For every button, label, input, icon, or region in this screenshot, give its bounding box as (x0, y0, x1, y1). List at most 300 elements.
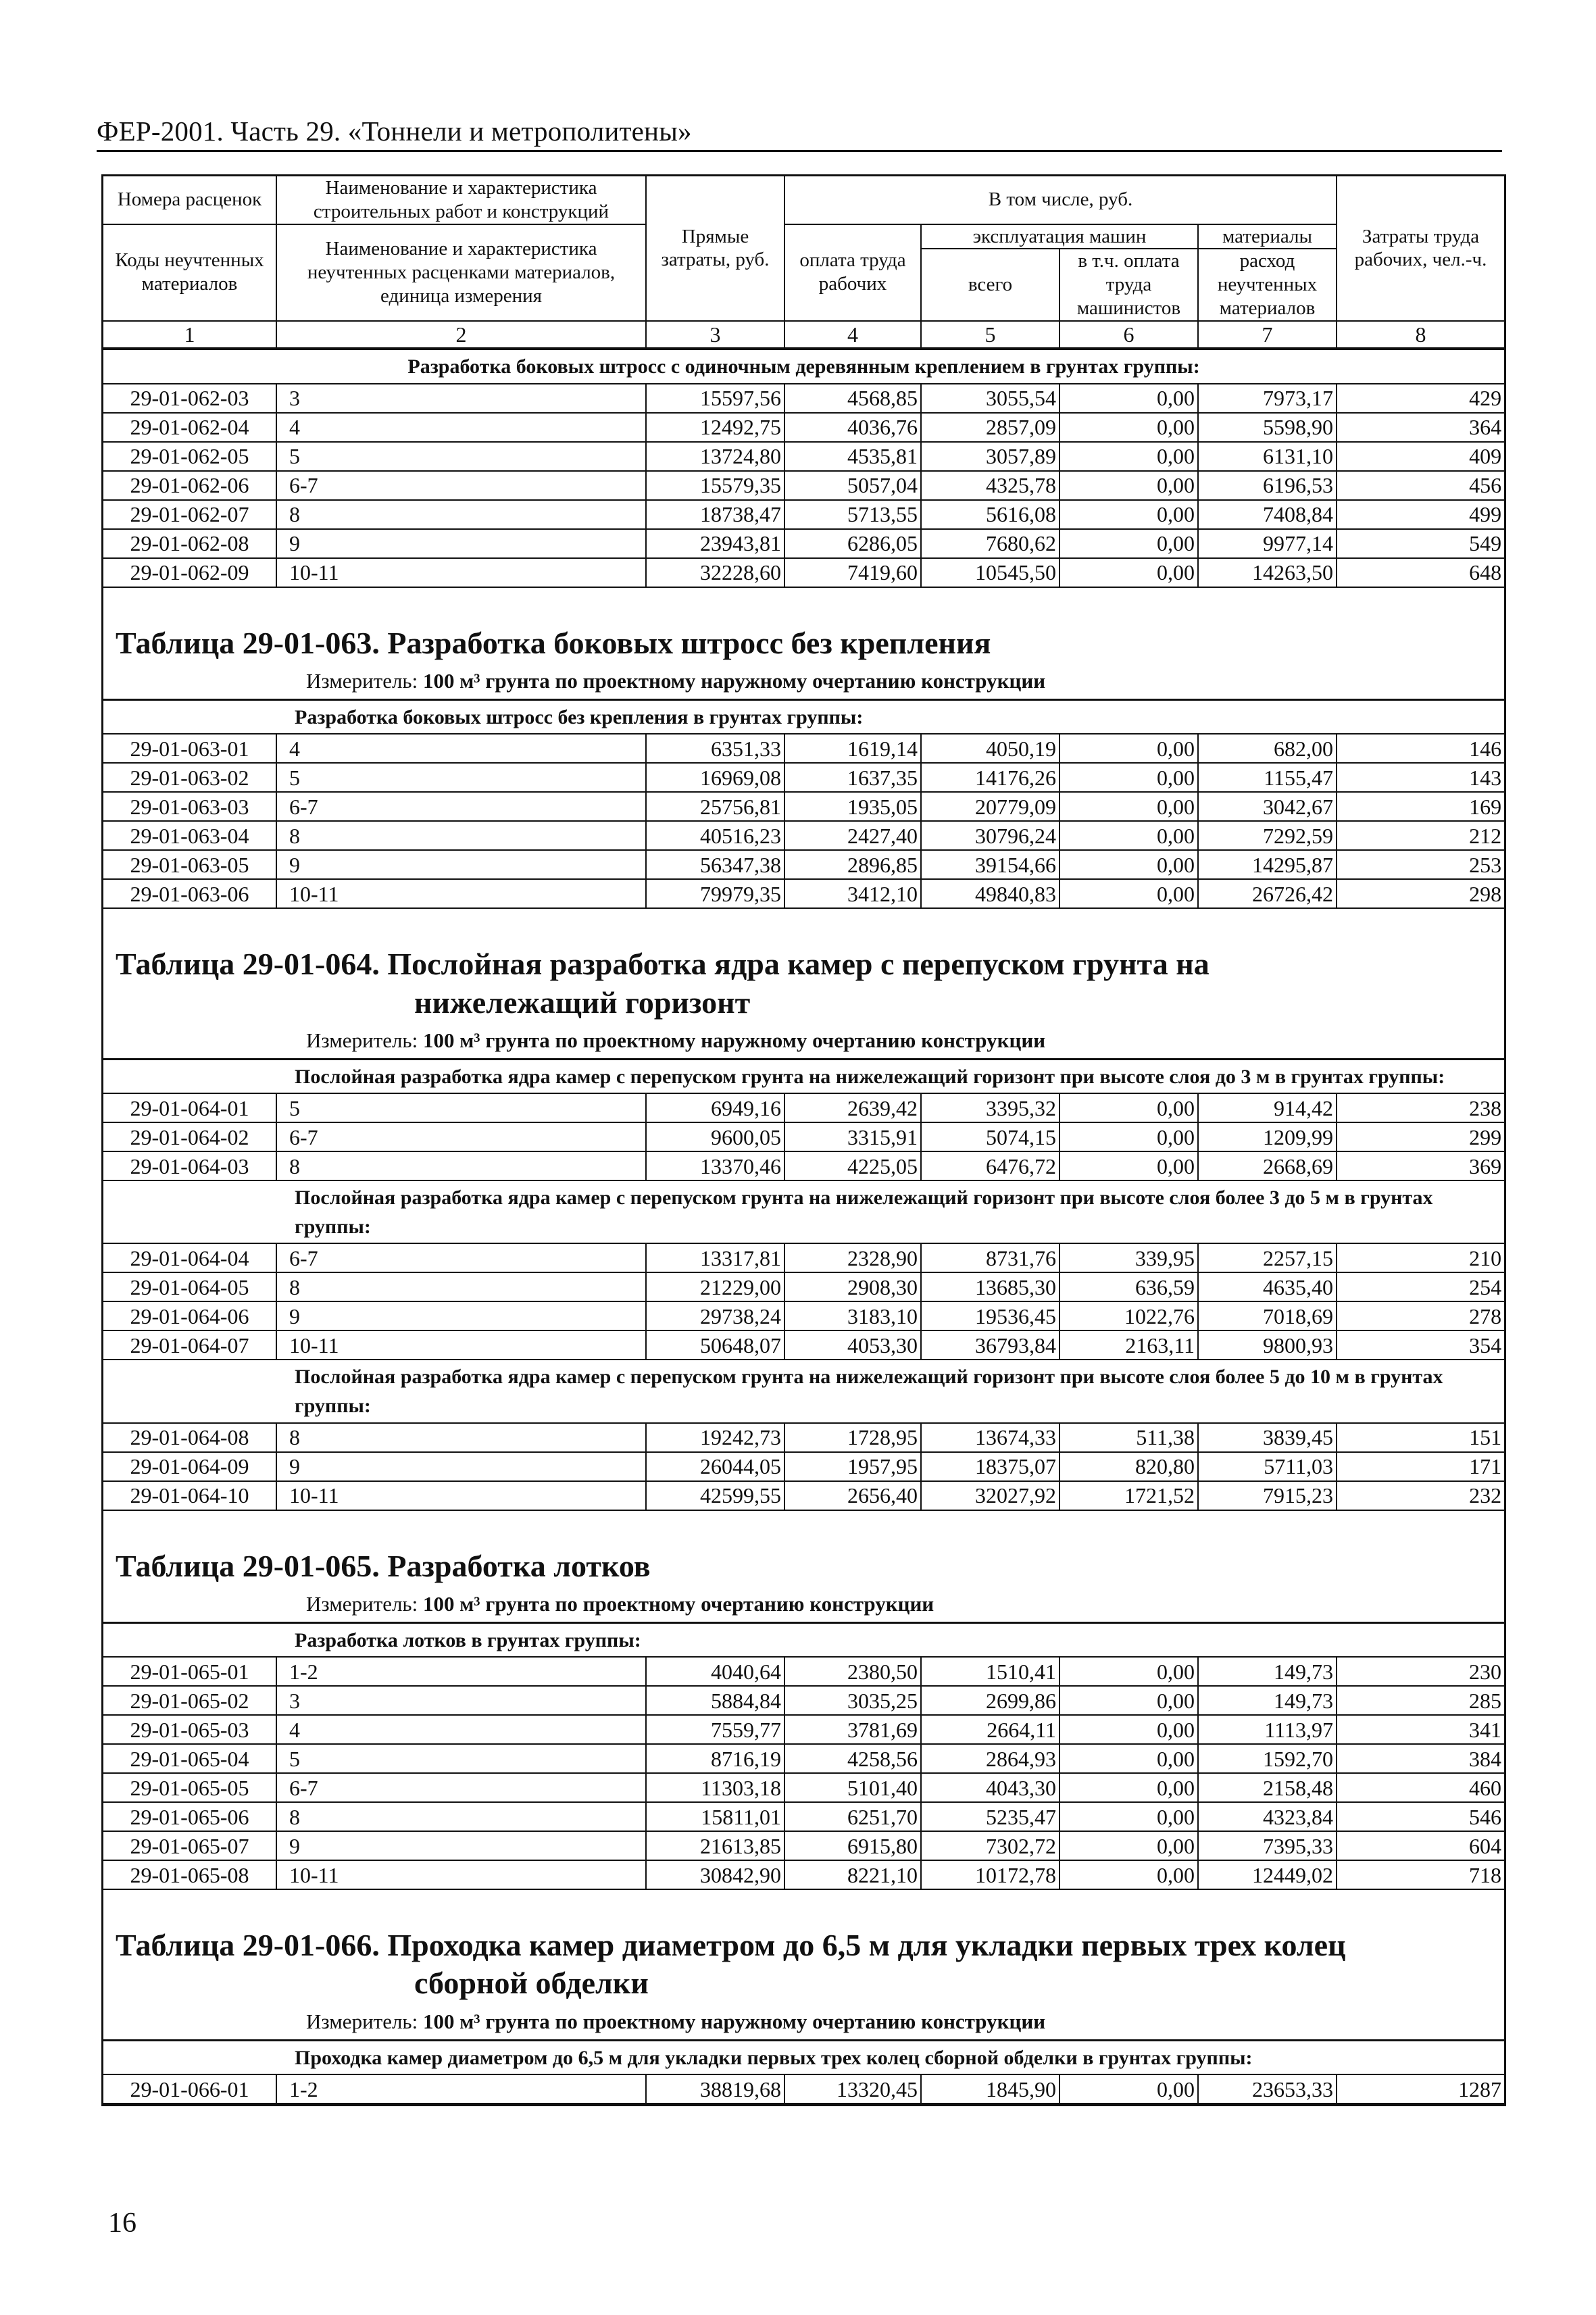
labor-hours: 299 (1337, 1122, 1504, 1151)
spacer (103, 1511, 1504, 1534)
column-number: 3 (646, 321, 784, 348)
rates-table (103, 349, 1504, 588)
spacer (103, 1890, 1504, 1913)
table-title (116, 1547, 1504, 1585)
worker-pay: 3035,25 (784, 1686, 921, 1715)
operator-pay: 0,00 (1059, 1802, 1198, 1831)
soil-group: 6-7 (276, 1243, 646, 1272)
soil-group: 6-7 (276, 471, 646, 500)
unit-of-measure (116, 2003, 1504, 2039)
rate-table-29-01-066 (103, 1890, 1504, 2104)
direct-costs: 19242,73 (646, 1423, 784, 1452)
material-consumption: 5598,90 (1198, 413, 1337, 442)
worker-pay: 4225,05 (784, 1151, 921, 1180)
worker-pay: 4258,56 (784, 1744, 921, 1773)
soil-group: 9 (276, 850, 646, 879)
machines-total: 19536,45 (921, 1301, 1059, 1330)
unit-value: 100 м³ грунта по проектному наружному очертанию конструкции (422, 1028, 1046, 1052)
labor-hours: 285 (1337, 1686, 1504, 1715)
operator-pay: 820,80 (1059, 1452, 1198, 1481)
machines-total: 30796,24 (921, 821, 1059, 850)
table-title-block (103, 1913, 1504, 2039)
rate-code: 29-01-065-01 (103, 1657, 276, 1686)
machines-total: 3395,32 (921, 1093, 1059, 1122)
rate-code: 29-01-065-02 (103, 1686, 276, 1715)
machines-total: 1510,41 (921, 1657, 1059, 1686)
operator-pay: 636,59 (1059, 1272, 1198, 1301)
direct-costs: 42599,55 (646, 1481, 784, 1510)
material-consumption: 7973,17 (1198, 384, 1337, 413)
unit-value: 100 м³ грунта по проектному наружному очертанию конструкции (422, 2009, 1046, 2033)
worker-pay: 1637,35 (784, 763, 921, 792)
operator-pay: 0,00 (1059, 442, 1198, 471)
operator-pay: 0,00 (1059, 529, 1198, 558)
labor-hours: 341 (1337, 1715, 1504, 1744)
rate-code: 29-01-063-02 (103, 763, 276, 792)
rate-code: 29-01-064-10 (103, 1481, 276, 1510)
worker-pay: 4053,30 (784, 1330, 921, 1360)
direct-costs: 9600,05 (646, 1122, 784, 1151)
labor-hours: 364 (1337, 413, 1504, 442)
table-title (116, 624, 1504, 662)
worker-pay: 8221,10 (784, 1860, 921, 1889)
soil-group: 10-11 (276, 558, 646, 587)
table-row (103, 1093, 1504, 1122)
rate-table-29-01-062 (103, 349, 1504, 588)
table-row (103, 529, 1504, 558)
material-consumption: 1113,97 (1198, 1715, 1337, 1744)
operator-pay: 511,38 (1059, 1423, 1198, 1452)
labor-hours: 230 (1337, 1657, 1504, 1686)
operator-pay: 0,00 (1059, 1151, 1198, 1180)
labor-hours: 1287 (1337, 2074, 1504, 2104)
section-heading: Послойная разработка ядра камер с перепуском грунта на нижележащий горизонт при высоте слоя более 3 до 5 м в грунтах группы: (103, 1180, 1504, 1243)
table-row (103, 879, 1504, 908)
rate-code: 29-01-062-03 (103, 384, 276, 413)
direct-costs: 25756,81 (646, 792, 784, 821)
direct-costs: 13724,80 (646, 442, 784, 471)
table-row (103, 1715, 1504, 1744)
table-row (103, 1122, 1504, 1151)
labor-hours: 169 (1337, 792, 1504, 821)
direct-costs: 18738,47 (646, 500, 784, 529)
labor-hours: 409 (1337, 442, 1504, 471)
worker-pay: 3781,69 (784, 1715, 921, 1744)
table-title-line: Таблица 29-01-066. Проходка камер диаметром до 6,5 м для укладки первых трех колец (116, 1928, 1346, 1963)
table-row (103, 442, 1504, 471)
rate-code: 29-01-065-04 (103, 1744, 276, 1773)
worker-pay: 1935,05 (784, 792, 921, 821)
labor-hours: 232 (1337, 1481, 1504, 1510)
labor-hours: 718 (1337, 1860, 1504, 1889)
rate-code: 29-01-063-05 (103, 850, 276, 879)
soil-group: 4 (276, 734, 646, 763)
table-row (103, 2074, 1504, 2104)
table-row (103, 500, 1504, 529)
rates-table (103, 1058, 1504, 1511)
table-title-block (103, 1534, 1504, 1622)
operator-pay: 0,00 (1059, 821, 1198, 850)
table-row (103, 1773, 1504, 1802)
material-consumption: 149,73 (1198, 1686, 1337, 1715)
labor-hours: 143 (1337, 763, 1504, 792)
table-row (103, 1330, 1504, 1360)
direct-costs: 29738,24 (646, 1301, 784, 1330)
column-number: 6 (1059, 321, 1198, 348)
operator-pay: 0,00 (1059, 763, 1198, 792)
soil-group: 8 (276, 1272, 646, 1301)
material-consumption: 682,00 (1198, 734, 1337, 763)
table-title-block (103, 611, 1504, 699)
soil-group: 4 (276, 413, 646, 442)
header-material-names: Наименование и характеристика неучтенных расценками материалов, единица измерения (276, 224, 646, 321)
labor-hours: 210 (1337, 1243, 1504, 1272)
table-row (103, 384, 1504, 413)
soil-group: 3 (276, 1686, 646, 1715)
labor-hours: 171 (1337, 1452, 1504, 1481)
labor-hours: 254 (1337, 1272, 1504, 1301)
soil-group: 9 (276, 1301, 646, 1330)
direct-costs: 4040,64 (646, 1657, 784, 1686)
rate-code: 29-01-064-01 (103, 1093, 276, 1122)
worker-pay: 3183,10 (784, 1301, 921, 1330)
soil-group: 8 (276, 1423, 646, 1452)
operator-pay: 2163,11 (1059, 1330, 1198, 1360)
unit-of-measure (116, 662, 1504, 699)
labor-hours: 648 (1337, 558, 1504, 587)
table-title (116, 1926, 1504, 2002)
table-row (103, 1744, 1504, 1773)
direct-costs: 7559,77 (646, 1715, 784, 1744)
material-consumption: 9977,14 (1198, 529, 1337, 558)
machines-total: 36793,84 (921, 1330, 1059, 1360)
labor-hours: 499 (1337, 500, 1504, 529)
section-heading-row (103, 1622, 1504, 1657)
table-row (103, 1243, 1504, 1272)
material-consumption: 4323,84 (1198, 1802, 1337, 1831)
rate-code: 29-01-062-06 (103, 471, 276, 500)
unit-label: Измеритель: (306, 1028, 418, 1052)
machines-total: 1845,90 (921, 2074, 1059, 2104)
rate-tables (103, 349, 1504, 2104)
worker-pay: 7419,60 (784, 558, 921, 587)
header-machines-total: всего (921, 249, 1059, 320)
direct-costs: 21229,00 (646, 1272, 784, 1301)
direct-costs: 38819,68 (646, 2074, 784, 2104)
header-worker-pay: оплата труда рабочих (784, 224, 921, 321)
machines-total: 20779,09 (921, 792, 1059, 821)
unit-label: Измеритель: (306, 1591, 418, 1616)
direct-costs: 5884,84 (646, 1686, 784, 1715)
table-row (103, 1151, 1504, 1180)
table-title-line: Таблица 29-01-064. Послойная разработка ядра камер с перепуском грунта на (116, 947, 1210, 982)
direct-costs: 26044,05 (646, 1452, 784, 1481)
worker-pay: 5101,40 (784, 1773, 921, 1802)
machines-total: 5616,08 (921, 500, 1059, 529)
rate-code: 29-01-064-09 (103, 1452, 276, 1481)
machines-total: 4325,78 (921, 471, 1059, 500)
direct-costs: 6351,33 (646, 734, 784, 763)
section-heading-row (103, 2040, 1504, 2074)
soil-group: 10-11 (276, 1860, 646, 1889)
header-including: В том числе, руб. (784, 176, 1337, 224)
rate-code: 29-01-062-05 (103, 442, 276, 471)
worker-pay: 1957,95 (784, 1452, 921, 1481)
table-row (103, 850, 1504, 879)
soil-group: 5 (276, 442, 646, 471)
worker-pay: 6915,80 (784, 1831, 921, 1860)
header-labor-hours: Затраты труда рабочих, чел.-ч. (1337, 176, 1504, 321)
material-consumption: 9800,93 (1198, 1330, 1337, 1360)
operator-pay: 1022,76 (1059, 1301, 1198, 1330)
material-consumption: 7408,84 (1198, 500, 1337, 529)
rate-code: 29-01-064-05 (103, 1272, 276, 1301)
column-number-row (103, 321, 1504, 348)
direct-costs: 56347,38 (646, 850, 784, 879)
soil-group: 5 (276, 1744, 646, 1773)
operator-pay: 1721,52 (1059, 1481, 1198, 1510)
worker-pay: 5713,55 (784, 500, 921, 529)
material-consumption: 3839,45 (1198, 1423, 1337, 1452)
header-machine-operation: эксплуатация машин (921, 224, 1198, 249)
direct-costs: 79979,35 (646, 879, 784, 908)
machines-total: 10545,50 (921, 558, 1059, 587)
header-rate-number: Номера расценок (103, 176, 276, 224)
worker-pay: 4535,81 (784, 442, 921, 471)
material-consumption: 7018,69 (1198, 1301, 1337, 1330)
machines-total: 39154,66 (921, 850, 1059, 879)
operator-pay: 0,00 (1059, 558, 1198, 587)
direct-costs: 6949,16 (646, 1093, 784, 1122)
rate-table-29-01-065 (103, 1511, 1504, 1891)
header-materials: материалы (1198, 224, 1337, 249)
rates-table (103, 699, 1504, 910)
material-consumption: 149,73 (1198, 1657, 1337, 1686)
machines-total: 2664,11 (921, 1715, 1059, 1744)
direct-costs: 21613,85 (646, 1831, 784, 1860)
section-heading-row (103, 1180, 1504, 1243)
header-operator-pay: в т.ч. оплата труда машинистов (1059, 249, 1198, 320)
worker-pay: 2656,40 (784, 1481, 921, 1510)
operator-pay: 339,95 (1059, 1243, 1198, 1272)
column-number: 7 (1198, 321, 1337, 348)
table-row (103, 1860, 1504, 1889)
rate-code: 29-01-063-03 (103, 792, 276, 821)
unit-of-measure (116, 1022, 1504, 1058)
material-consumption: 2668,69 (1198, 1151, 1337, 1180)
page-number: 16 (108, 2208, 136, 2239)
operator-pay: 0,00 (1059, 879, 1198, 908)
operator-pay: 0,00 (1059, 384, 1198, 413)
soil-group: 5 (276, 763, 646, 792)
machines-total: 18375,07 (921, 1452, 1059, 1481)
soil-group: 10-11 (276, 879, 646, 908)
rate-code: 29-01-062-09 (103, 558, 276, 587)
material-consumption: 14263,50 (1198, 558, 1337, 587)
table-title-line: нижележащий горизонт (414, 985, 751, 1020)
table-title (116, 945, 1504, 1021)
operator-pay: 0,00 (1059, 500, 1198, 529)
table-title-line: Таблица 29-01-065. Разработка лотков (116, 1548, 651, 1583)
labor-hours: 253 (1337, 850, 1504, 879)
header-material-codes: Коды неучтенных материалов (103, 224, 276, 321)
labor-hours: 212 (1337, 821, 1504, 850)
labor-hours: 278 (1337, 1301, 1504, 1330)
rate-code: 29-01-063-06 (103, 879, 276, 908)
section-heading-row (103, 1360, 1504, 1422)
material-consumption: 6131,10 (1198, 442, 1337, 471)
worker-pay: 2380,50 (784, 1657, 921, 1686)
table-row (103, 821, 1504, 850)
rate-code: 29-01-064-06 (103, 1301, 276, 1330)
column-number: 4 (784, 321, 921, 348)
rate-table-29-01-063 (103, 588, 1504, 910)
material-consumption: 914,42 (1198, 1093, 1337, 1122)
operator-pay: 0,00 (1059, 1831, 1198, 1860)
machines-total: 8731,76 (921, 1243, 1059, 1272)
operator-pay: 0,00 (1059, 2074, 1198, 2104)
table-row (103, 1481, 1504, 1510)
rate-code: 29-01-064-02 (103, 1122, 276, 1151)
rate-code: 29-01-065-05 (103, 1773, 276, 1802)
soil-group: 9 (276, 1452, 646, 1481)
operator-pay: 0,00 (1059, 1686, 1198, 1715)
direct-costs: 50648,07 (646, 1330, 784, 1360)
soil-group: 8 (276, 1151, 646, 1180)
rates-table (103, 1622, 1504, 1891)
soil-group: 5 (276, 1093, 646, 1122)
machines-total: 6476,72 (921, 1151, 1059, 1180)
soil-group: 8 (276, 1802, 646, 1831)
rate-code: 29-01-064-07 (103, 1330, 276, 1360)
material-consumption: 1155,47 (1198, 763, 1337, 792)
labor-hours: 549 (1337, 529, 1504, 558)
labor-hours: 298 (1337, 879, 1504, 908)
machines-total: 13685,30 (921, 1272, 1059, 1301)
soil-group: 6-7 (276, 792, 646, 821)
soil-group: 1-2 (276, 1657, 646, 1686)
labor-hours: 429 (1337, 384, 1504, 413)
running-head: ФЕР-2001. Часть 29. «Тоннели и метрополитены» (97, 116, 692, 147)
header-material-consumption: расход неучтенных материалов (1198, 249, 1337, 320)
material-consumption: 3042,67 (1198, 792, 1337, 821)
material-consumption: 7915,23 (1198, 1481, 1337, 1510)
direct-costs: 32228,60 (646, 558, 784, 587)
spacer (103, 588, 1504, 611)
soil-group: 3 (276, 384, 646, 413)
machines-total: 14176,26 (921, 763, 1059, 792)
column-number: 5 (921, 321, 1059, 348)
material-consumption: 7292,59 (1198, 821, 1337, 850)
table-row (103, 1802, 1504, 1831)
section-heading: Послойная разработка ядра камер с перепуском грунта на нижележащий горизонт при высоте слоя до 3 м в грунтах группы: (103, 1059, 1504, 1093)
rate-code: 29-01-064-03 (103, 1151, 276, 1180)
machines-total: 32027,92 (921, 1481, 1059, 1510)
rate-code: 29-01-063-01 (103, 734, 276, 763)
material-consumption: 6196,53 (1198, 471, 1337, 500)
rate-code: 29-01-065-06 (103, 1802, 276, 1831)
rates-document-frame (101, 174, 1506, 2106)
table-title-line: Таблица 29-01-063. Разработка боковых штросс без крепления (116, 625, 991, 660)
rate-code: 29-01-064-08 (103, 1423, 276, 1452)
labor-hours: 146 (1337, 734, 1504, 763)
section-heading-row (103, 1059, 1504, 1093)
table-title-block (103, 932, 1504, 1057)
section-heading: Проходка камер диаметром до 6,5 м для укладки первых трех колец сборной обделки в грунтах группы: (103, 2040, 1504, 2074)
direct-costs: 8716,19 (646, 1744, 784, 1773)
worker-pay: 1728,95 (784, 1423, 921, 1452)
rates-table (103, 2039, 1504, 2105)
machines-total: 3055,54 (921, 384, 1059, 413)
operator-pay: 0,00 (1059, 792, 1198, 821)
operator-pay: 0,00 (1059, 1744, 1198, 1773)
unit-value: 100 м³ грунта по проектному очертанию конструкции (422, 1591, 934, 1616)
direct-costs: 13317,81 (646, 1243, 784, 1272)
soil-group: 10-11 (276, 1481, 646, 1510)
material-consumption: 7395,33 (1198, 1831, 1337, 1860)
rate-code: 29-01-062-07 (103, 500, 276, 529)
operator-pay: 0,00 (1059, 1122, 1198, 1151)
column-number: 8 (1337, 321, 1504, 348)
direct-costs: 23943,81 (646, 529, 784, 558)
spacer (103, 909, 1504, 932)
table-row (103, 1657, 1504, 1686)
header-direct-costs: Прямые затраты, руб. (646, 176, 784, 321)
labor-hours: 604 (1337, 1831, 1504, 1860)
material-consumption: 1209,99 (1198, 1122, 1337, 1151)
section-heading: Разработка лотков в грунтах группы: (103, 1622, 1504, 1657)
material-consumption: 1592,70 (1198, 1744, 1337, 1773)
machines-total: 7680,62 (921, 529, 1059, 558)
rate-code: 29-01-065-03 (103, 1715, 276, 1744)
table-row (103, 734, 1504, 763)
operator-pay: 0,00 (1059, 1860, 1198, 1889)
operator-pay: 0,00 (1059, 1773, 1198, 1802)
worker-pay: 4568,85 (784, 384, 921, 413)
worker-pay: 4036,76 (784, 413, 921, 442)
soil-group: 6-7 (276, 1773, 646, 1802)
labor-hours: 456 (1337, 471, 1504, 500)
operator-pay: 0,00 (1059, 1093, 1198, 1122)
labor-hours: 238 (1337, 1093, 1504, 1122)
material-consumption: 26726,42 (1198, 879, 1337, 908)
soil-group: 9 (276, 529, 646, 558)
worker-pay: 2896,85 (784, 850, 921, 879)
material-consumption: 2257,15 (1198, 1243, 1337, 1272)
soil-group: 1-2 (276, 2074, 646, 2104)
unit-of-measure (116, 1585, 1504, 1622)
labor-hours: 546 (1337, 1802, 1504, 1831)
machines-total: 5074,15 (921, 1122, 1059, 1151)
table-row (103, 763, 1504, 792)
material-consumption: 12449,02 (1198, 1860, 1337, 1889)
operator-pay: 0,00 (1059, 850, 1198, 879)
operator-pay: 0,00 (1059, 1657, 1198, 1686)
rate-code: 29-01-065-07 (103, 1831, 276, 1860)
labor-hours: 151 (1337, 1423, 1504, 1452)
worker-pay: 3412,10 (784, 879, 921, 908)
section-heading-row (103, 699, 1504, 734)
worker-pay: 13320,45 (784, 2074, 921, 2104)
machines-total: 4050,19 (921, 734, 1059, 763)
column-header-table (103, 174, 1504, 349)
material-consumption: 23653,33 (1198, 2074, 1337, 2104)
worker-pay: 6251,70 (784, 1802, 921, 1831)
direct-costs: 30842,90 (646, 1860, 784, 1889)
table-row (103, 1686, 1504, 1715)
direct-costs: 40516,23 (646, 821, 784, 850)
column-number: 1 (103, 321, 276, 348)
